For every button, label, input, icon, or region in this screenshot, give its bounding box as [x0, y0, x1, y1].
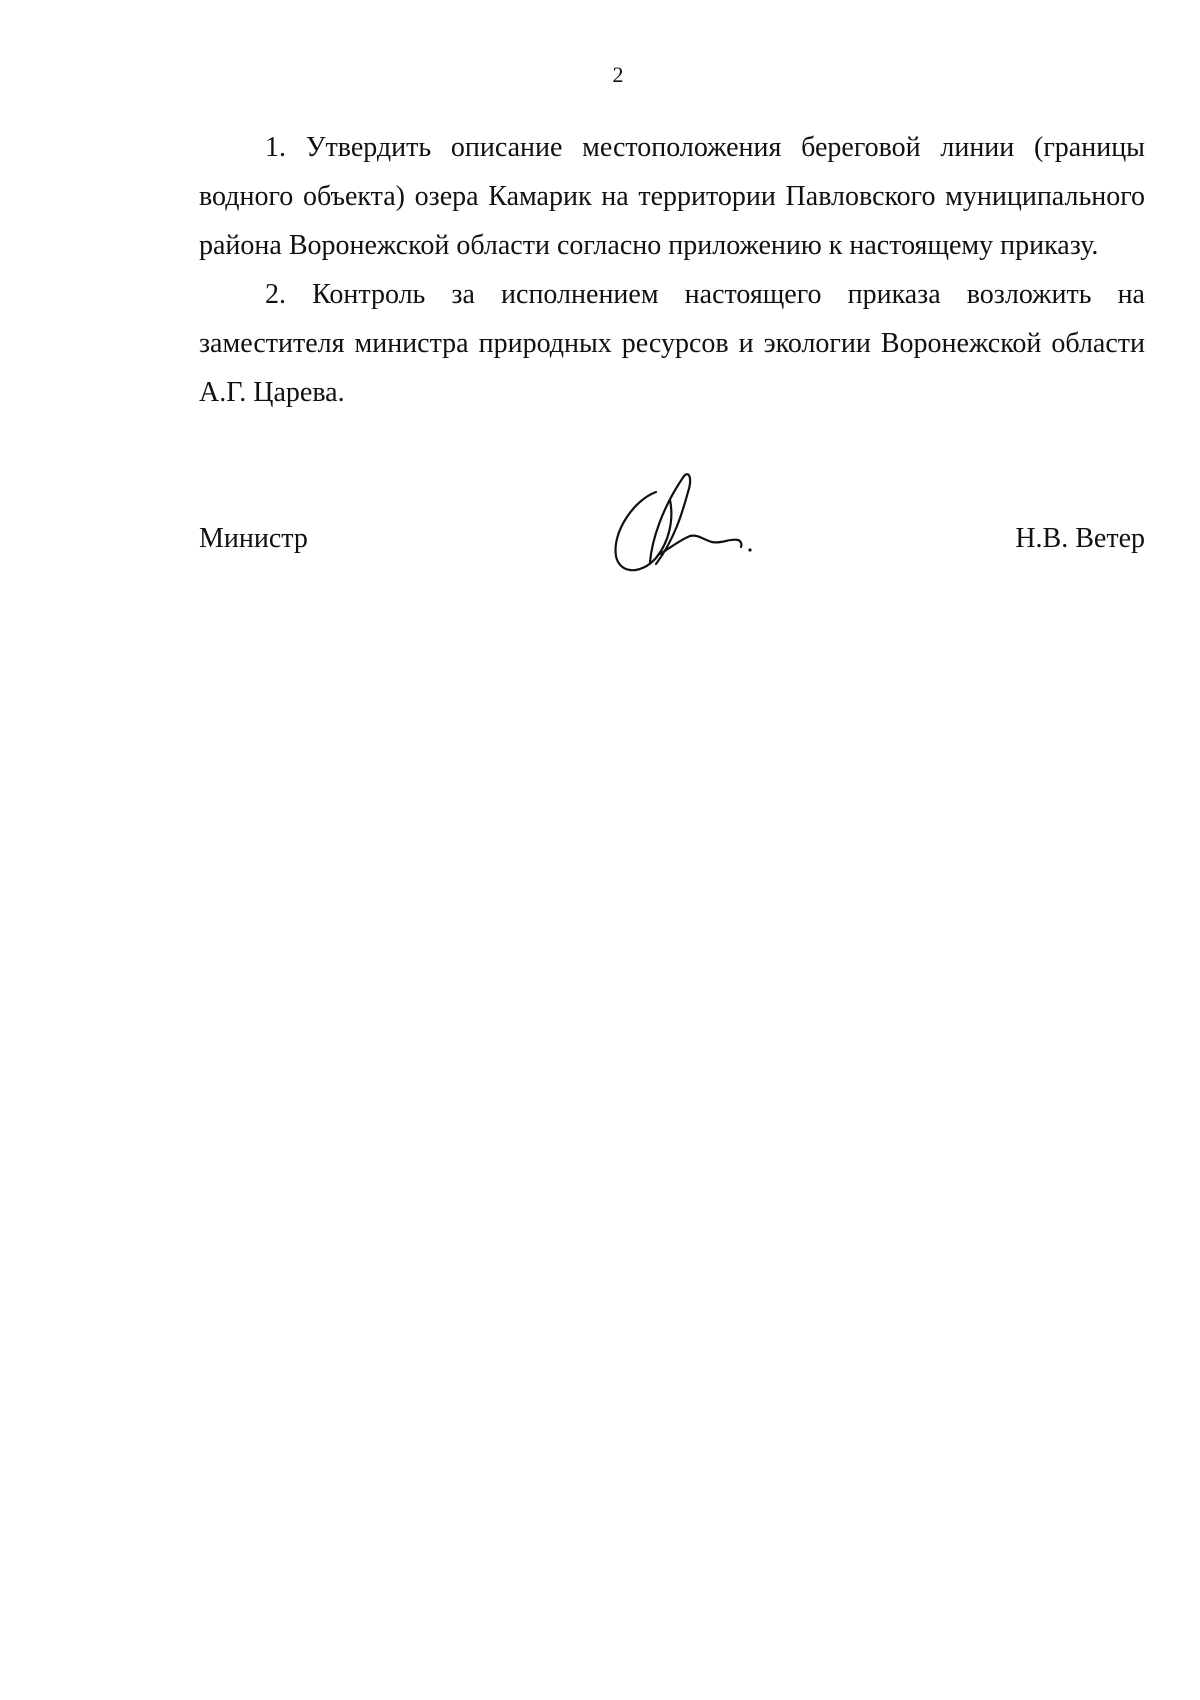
page-number: 2 [612, 62, 624, 87]
signature-block [199, 470, 1145, 590]
signatory-name: Н.В. Ветер [1015, 523, 1145, 554]
order-item-2: 2. Контроль за исполнением настоящего приказа возложить на заместителя министра природных ресурсов и экологии Воронежской области А.Г. Царева. [199, 279, 1145, 408]
order-body [199, 123, 1145, 417]
order-item-1: 1. Утвердить описание местоположения береговой линии (границы водного объекта) озера Камарик на территории Павловского муниципального района Воронежской области согласно приложению к настоящему приказу. [199, 132, 1145, 261]
handwritten-signature [604, 470, 764, 580]
signatory-title: Министр [199, 523, 308, 554]
